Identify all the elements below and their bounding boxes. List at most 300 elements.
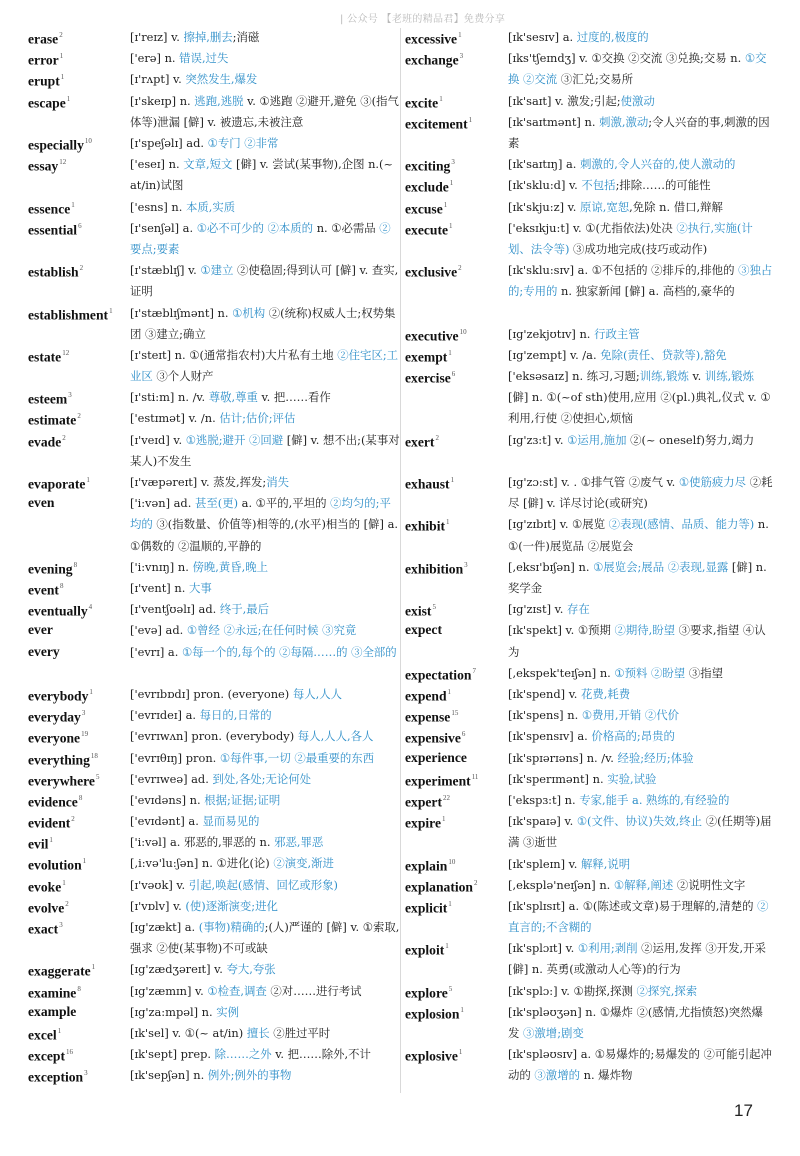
definition xyxy=(508,981,773,1002)
frequency-count: 3 xyxy=(81,709,86,718)
entry-everything xyxy=(28,748,400,769)
definition-text: [ɪ'senʃəl] a. xyxy=(130,220,197,235)
definition xyxy=(508,620,773,662)
entry-exchange xyxy=(405,48,773,90)
definition-text: ['evrɪwʌn] pron. (everybody) xyxy=(130,729,298,744)
frequency-count: 2 xyxy=(435,433,439,442)
definition-text: [ɪk'saɪtmənt] n. xyxy=(508,114,600,129)
entry-exclusive xyxy=(405,260,773,324)
frequency-count: 1 xyxy=(442,815,446,824)
definition-text: ['evrɪbɒdɪ] pron. (everyone) xyxy=(130,686,293,701)
headword: estate$^{12}$ xyxy=(28,348,70,365)
definition-highlight: ①专门 ②非常 xyxy=(207,135,279,150)
entry-excitement xyxy=(405,112,773,154)
definition-highlight: ②要点;要素 xyxy=(130,220,391,256)
entry-explosive xyxy=(405,1044,773,1086)
frequency-count: 1 xyxy=(468,115,473,124)
definition xyxy=(130,748,400,769)
entry-erupt xyxy=(28,69,400,90)
definition-text: [ɪ'steɪt] n. ①(通常指农村)大片私有土地 xyxy=(130,347,338,362)
definition-text: [ɪk'spləʊʒən] n. ①爆炸 ②(感情,尤指愤怒)突然爆发 xyxy=(508,1004,763,1041)
definition xyxy=(130,705,400,726)
headword: exception$^3$ xyxy=(28,1069,88,1085)
definition-highlight: ②均匀的;平均的 xyxy=(130,496,391,532)
entry-execute xyxy=(405,218,773,260)
headword: exhibit$^1$ xyxy=(405,518,450,534)
definition-highlight: 除……之外 xyxy=(214,1047,272,1062)
definition-highlight: 免除(责任、贷款等),豁免 xyxy=(600,347,727,362)
definition-highlight: 突然发生,爆发 xyxy=(185,72,258,87)
definition-text: [ɪk'spens] n. xyxy=(508,708,582,723)
definition-highlight: (使)逐渐演变;进化 xyxy=(185,898,278,913)
definition-text: [ɪg'zɪbɪt] v. ①展览 xyxy=(508,517,609,532)
definition-highlight: ①建立 xyxy=(200,263,234,278)
definition xyxy=(130,790,400,811)
definition-text: [ɪ'sti:m] n. /v. xyxy=(130,390,209,405)
definition-highlight: 专家,能手 a. 熟练的,有经验的 xyxy=(579,792,730,807)
definition-text: [ɪk'splɪsɪt] a. ①(陈述或文章)易于理解的,清楚的 xyxy=(508,898,758,913)
headword: evolution$^1$ xyxy=(28,857,87,873)
headword: exaggerate$^1$ xyxy=(28,963,96,979)
headword: everybody$^1$ xyxy=(28,687,93,704)
definition xyxy=(130,48,400,69)
definition-text: ②使稳固;得到认可 [僻] v. 查实,证明 xyxy=(130,263,399,299)
definition-text: [ɪk'spɪərɪəns] n. /v. xyxy=(508,750,618,765)
definition-text: ['i:vəl] a. 邪恶的,罪恶的 n. xyxy=(130,835,275,850)
definition xyxy=(508,557,773,599)
definition-text: ['esns] n. xyxy=(130,199,186,214)
entry-especially xyxy=(28,133,400,154)
entry-expire xyxy=(405,811,773,853)
entry-everywhere xyxy=(28,769,400,790)
frequency-count: 2 xyxy=(59,31,63,39)
definition xyxy=(508,112,773,154)
frequency-count: 1 xyxy=(60,73,65,82)
definition-text: ;消磁 xyxy=(232,30,260,44)
definition-highlight: 训练,锻炼 xyxy=(639,369,689,384)
frequency-count: 19 xyxy=(81,730,89,739)
definition-text: [ɪk'sept] prep. xyxy=(130,1047,215,1062)
entry-expectation xyxy=(405,663,773,684)
definition-text: v. 把……看作 xyxy=(257,390,331,405)
entry-excel xyxy=(28,1023,400,1044)
definition-text: [僻] n. ①(~of sth)使用,应用 ②(pl.)典礼,仪式 v. ①利用,行使 ②使担心,烦恼 xyxy=(508,390,771,426)
headword: exercise$^6$ xyxy=(405,370,456,386)
definition-text: ['i:vən] ad. xyxy=(130,496,195,511)
definition-highlight: ③激增的 xyxy=(534,1068,580,1083)
definition-highlight: ②演变,渐进 xyxy=(273,856,334,871)
definition-highlight: ②直言的;不含糊的 xyxy=(508,898,769,935)
definition-highlight: 原谅,宽恕 xyxy=(579,199,630,214)
definition-highlight: 价格高的;昂贵的 xyxy=(591,729,675,744)
headword: experiment$^{11}$ xyxy=(405,772,479,789)
entry-exempt xyxy=(405,345,773,366)
entry-eventually xyxy=(28,599,400,620)
definition-highlight: ①(文件、协议)失效,终止 xyxy=(576,814,703,829)
entry-evolve xyxy=(28,896,400,917)
definition xyxy=(130,218,400,260)
definition xyxy=(130,493,400,557)
entry-estate xyxy=(28,345,400,387)
entry-explosion xyxy=(405,1002,773,1044)
definition-text: ②耗尽 [僻] v. 详尽讨论(或研究) xyxy=(508,475,773,511)
entry-exciting xyxy=(405,154,773,175)
headword: essence$^1$ xyxy=(28,200,75,217)
frequency-count: 6 xyxy=(78,221,82,230)
definition-text: ['eksɪkju:t] v. ①(尤指依法)处决 xyxy=(508,220,677,235)
definition-text: [ɪ'vent] n. xyxy=(130,581,189,596)
headword: establish$^2$ xyxy=(28,264,84,280)
headword: explore$^5$ xyxy=(405,984,453,1001)
entry-evade xyxy=(28,430,400,472)
frequency-count: 1 xyxy=(62,878,66,887)
definition-text: [ɪk'sesɪv] a. xyxy=(508,30,577,44)
definition-text: n. 独家新闻 [僻] a. 高档的,豪华的 xyxy=(557,284,735,299)
frequency-count: 5 xyxy=(95,772,100,781)
definition-highlight: 夸大,夸张 xyxy=(226,962,276,977)
entry-exercise xyxy=(405,366,773,430)
definition-highlight: 本质,实质 xyxy=(186,199,236,214)
definition xyxy=(130,917,400,959)
definition-text: ③指望 xyxy=(685,665,723,680)
frequency-count: 1 xyxy=(449,221,453,230)
entry-evaporate xyxy=(28,472,400,493)
definition-highlight: 经验;经历;体验 xyxy=(617,750,694,765)
right-column xyxy=(405,27,773,1087)
headword: expend$^1$ xyxy=(405,688,452,704)
definition xyxy=(508,91,773,112)
definition-highlight: 逃跑,逃脱 xyxy=(194,93,244,108)
definition-text: [僻] n. 奖学金 xyxy=(508,559,767,596)
definition-highlight: 解释,说明 xyxy=(581,856,631,871)
definition-text: [ɪk'splɔɪt] v. xyxy=(508,941,578,956)
definition-text: ③个人财产 xyxy=(152,369,214,384)
headword: explicit$^1$ xyxy=(405,899,452,916)
definition-highlight: 估计;估价;评估 xyxy=(219,411,296,426)
column-divider xyxy=(400,28,401,1093)
definition-highlight: 不包括 xyxy=(581,178,616,193)
definition-highlight: ②执行,实施(计划、法令等) xyxy=(508,220,753,256)
frequency-count: 10 xyxy=(459,327,467,336)
definition-highlight: 每日的,日常的 xyxy=(199,708,272,723)
definition-text: [ɪg'zæmɪn] v. xyxy=(130,983,208,998)
definition-highlight: ①使筋疲力尽 xyxy=(678,475,747,490)
definition xyxy=(130,1065,400,1086)
definition xyxy=(130,620,400,641)
headword: exert$^2$ xyxy=(405,433,439,450)
headword: establishment$^1$ xyxy=(28,306,113,323)
frequency-count: 1 xyxy=(439,94,443,103)
frequency-count: 3 xyxy=(459,52,464,61)
definition xyxy=(130,197,400,218)
entry-everybody xyxy=(28,684,400,705)
frequency-count: 8 xyxy=(78,793,83,802)
definition-text: [ɪ'væpəreɪt] v. 蒸发,挥发; xyxy=(130,475,267,490)
definition-text: [,eksɪ'bɪʃən] n. xyxy=(508,559,594,574)
headword: explanation$^2$ xyxy=(405,878,478,895)
definition-highlight: ①逃脱;避开 ②回避 xyxy=(185,432,284,447)
definition-text: [ɪ'vəʊk] v. xyxy=(130,877,189,892)
definition xyxy=(130,91,400,133)
frequency-count: 1 xyxy=(86,476,90,485)
frequency-count: 6 xyxy=(451,370,456,379)
definition-highlight: 擦掉,删去 xyxy=(183,30,233,44)
headword: explosion$^1$ xyxy=(405,1005,464,1022)
definition xyxy=(130,1044,400,1065)
definition-text: [ɪk'sperɪmənt] n. xyxy=(508,771,608,786)
definition-text: [ɪk'spend] v. xyxy=(508,687,582,701)
headword: excessive$^1$ xyxy=(405,31,462,47)
headword: exploit$^1$ xyxy=(405,942,449,958)
definition-text: [ɪ'ventʃʊəlɪ] ad. xyxy=(130,602,220,617)
frequency-count: 1 xyxy=(71,200,75,209)
definition xyxy=(508,48,773,90)
headword: exciting$^3$ xyxy=(405,158,455,174)
frequency-count: 1 xyxy=(445,942,449,951)
definition-highlight: ②表现(感情、品质、能力等) xyxy=(608,517,755,532)
definition-text: [ɪ'stæblɪʃ] v. xyxy=(130,263,201,278)
definition-text: [ɪ'vɒlv] v. xyxy=(130,898,186,913)
definition-text: v. xyxy=(688,369,705,384)
definition xyxy=(508,154,773,175)
frequency-count: 12 xyxy=(62,348,70,357)
definition xyxy=(130,303,400,345)
definition-text: [ɪ'stæblɪʃmənt] n. xyxy=(130,305,233,320)
headword: error$^1$ xyxy=(28,52,64,68)
definition-highlight: 傍晚,黄昏,晚上 xyxy=(192,559,269,574)
entry-exclude xyxy=(405,175,773,196)
frequency-count: 1 xyxy=(66,94,71,103)
definition-highlight: 错误,过失 xyxy=(179,51,229,66)
definition-highlight: 每人,人人,各人 xyxy=(297,729,374,744)
definition-highlight: 实验,试验 xyxy=(607,771,657,786)
definition-highlight: ①预料 ②盼望 xyxy=(614,665,686,680)
definition xyxy=(130,260,400,302)
headword: exhibition$^3$ xyxy=(405,560,468,577)
headword: explain$^{10}$ xyxy=(405,857,456,874)
definition xyxy=(508,663,773,684)
headword: examine$^8$ xyxy=(28,984,81,1001)
frequency-count: 8 xyxy=(59,582,64,591)
definition-highlight: 过度的,极度的 xyxy=(576,30,649,44)
definition-highlight: (事物)精确的 xyxy=(198,920,265,935)
entry-evil xyxy=(28,832,400,853)
frequency-count: 2 xyxy=(62,433,66,442)
definition-highlight: 显而易见的 xyxy=(202,814,260,829)
headword: excite$^1$ xyxy=(405,94,443,111)
definition xyxy=(130,430,400,472)
definition-text: [ɪk'saɪtɪŋ] a. xyxy=(508,157,581,172)
frequency-count: 3 xyxy=(84,1069,88,1078)
definition-text: ③汇兑;交易所 xyxy=(557,72,633,87)
frequency-count: 2 xyxy=(65,899,69,908)
definition xyxy=(508,1002,773,1044)
definition xyxy=(508,430,773,451)
definition xyxy=(130,853,400,874)
entry-error xyxy=(28,48,400,69)
headword: expectation$^7$ xyxy=(405,666,476,683)
definition xyxy=(508,366,773,430)
definition xyxy=(508,599,773,620)
definition xyxy=(130,408,400,429)
entry-evening xyxy=(28,557,400,578)
definition xyxy=(508,875,773,896)
frequency-count: 11 xyxy=(471,772,479,781)
definition-text: [ɪk'sklu:d] v. xyxy=(508,178,582,193)
definition-highlight: 花费,耗费 xyxy=(581,687,631,701)
frequency-count: 7 xyxy=(472,666,476,675)
headword: erase$^2$ xyxy=(28,31,63,47)
headword: exclude$^1$ xyxy=(405,179,454,195)
definition-highlight: ①展览会;展品 ②表现,显露 xyxy=(593,559,729,574)
definition-text: ②说明性文字 xyxy=(673,877,746,892)
definition xyxy=(130,578,400,599)
definition-text: ②胜过平时 xyxy=(269,1025,331,1040)
definition-highlight: ①运用,施加 xyxy=(567,432,627,447)
headword: esteem$^3$ xyxy=(28,391,72,407)
entry-exert xyxy=(405,430,773,472)
definition xyxy=(508,769,773,790)
definition xyxy=(130,1023,400,1044)
definition xyxy=(508,1044,773,1086)
frequency-count: 3 xyxy=(68,391,72,400)
definition-text: [ɪk'skju:z] v. xyxy=(508,199,580,214)
headword: evaporate$^1$ xyxy=(28,476,90,492)
headword: everyday$^3$ xyxy=(28,709,86,725)
definition-highlight: ①机构 xyxy=(232,305,266,320)
definition-text: ['estɪmət] v. /n. xyxy=(130,411,220,426)
frequency-count: 15 xyxy=(451,709,459,718)
definition-text: v. ①逃跑 ②避开,避免 ③(指气体等)泄漏 [僻] v. 被遗忘,未被注意 xyxy=(130,93,399,129)
definition-text: a. ①平的,平坦的 xyxy=(238,496,331,511)
watermark: | 公众号 【老班的精品君】免费分享 xyxy=(340,14,506,25)
headword: explosive$^1$ xyxy=(405,1048,463,1064)
definition xyxy=(508,790,773,811)
definition-text: n. ①(一件)展览品 ②展览会 xyxy=(508,517,769,553)
definition-text: [ɪg'zekjʊtɪv] n. xyxy=(508,326,595,341)
definition xyxy=(130,599,400,620)
entry-expend xyxy=(405,684,773,705)
definition-highlight: 使激动 xyxy=(620,93,655,108)
headword: expense$^{15}$ xyxy=(405,709,459,725)
entry-event xyxy=(28,578,400,599)
definition xyxy=(130,811,400,832)
entry-evidence xyxy=(28,790,400,811)
entry-exploit xyxy=(405,938,773,980)
definition-highlight: 大事 xyxy=(188,581,212,596)
headword: exchange$^3$ xyxy=(405,52,464,68)
frequency-count: 5 xyxy=(448,984,453,993)
headword: execute$^1$ xyxy=(405,221,453,238)
definition-highlight: 甚至(更) xyxy=(194,496,239,511)
definition-text: ['evə] ad. xyxy=(130,623,187,638)
definition xyxy=(508,175,773,196)
definition-text: ['i:vnɪŋ] n. xyxy=(130,559,193,574)
definition-highlight: 刺激的,令人兴奋的,使人激动的 xyxy=(580,157,736,172)
frequency-count: 1 xyxy=(109,306,113,315)
definition-text: [ɪ'speʃəlɪ] ad. xyxy=(130,135,208,150)
definition-text: n. 爆炸物 xyxy=(579,1068,633,1083)
definition-highlight: ①每件事,一切 ②最重要的东西 xyxy=(219,750,375,765)
definition-highlight: 行政主管 xyxy=(594,326,640,341)
definition-highlight: ①交换 ②交流 xyxy=(508,51,767,87)
headword: everything$^{18}$ xyxy=(28,751,98,768)
definition-text: ②(~ oneself)努力,竭力 xyxy=(626,432,755,447)
definition xyxy=(130,832,400,853)
entry-exhaust xyxy=(405,472,773,514)
definition xyxy=(130,981,400,1002)
definition xyxy=(130,387,400,408)
entry-exhibit xyxy=(405,514,773,556)
frequency-count: 5 xyxy=(432,603,436,612)
headword: everywhere$^5$ xyxy=(28,772,100,789)
headword: exempt$^1$ xyxy=(405,348,452,365)
definition xyxy=(508,854,773,875)
definition-highlight: 消失 xyxy=(266,475,290,490)
definition-text: [ɪg'za:mpəl] n. xyxy=(130,1004,217,1019)
frequency-count: 4 xyxy=(88,603,93,612)
definition-highlight: 存在 xyxy=(566,602,590,617)
definition xyxy=(508,726,773,747)
definition-highlight: ①曾经 ②永远;在任何时候 ③究竟 xyxy=(186,623,357,638)
definition-text: [ɪg'zɔ:st] v. . ①排气管 ②废气 v. xyxy=(508,475,679,490)
entry-expect xyxy=(405,620,773,662)
definition-text: [,eksplə'neɪʃən] n. xyxy=(508,877,614,892)
definition-highlight: ①利用;剥削 xyxy=(577,941,638,956)
definition xyxy=(130,959,400,980)
definition xyxy=(130,69,400,90)
headword: expert$^{22}$ xyxy=(405,793,450,810)
headword: evolve$^2$ xyxy=(28,899,69,916)
definition-text: [ɪ'skeɪp] n. xyxy=(130,93,195,108)
definition-text: ;排除……的可能性 xyxy=(615,178,711,193)
definition-text: ['evrɪweə] ad. xyxy=(130,771,213,786)
entry-exception xyxy=(28,1065,400,1086)
headword: erupt$^1$ xyxy=(28,73,65,89)
frequency-count: 1 xyxy=(450,476,455,485)
entry-explain xyxy=(405,854,773,875)
definition-highlight: 训练,锻炼 xyxy=(704,369,755,384)
entry-escape xyxy=(28,91,400,133)
definition-highlight: ①检查,调查 xyxy=(207,983,267,998)
definition-text: ②(统称)权威人士;权势集团 ③建立;确立 xyxy=(130,305,396,341)
definition-highlight: 刺激,激动 xyxy=(599,114,649,129)
definition-text: [ɪks'tʃeɪndʒ] v. ①交换 ②交流 ③兑换;交易 n. xyxy=(508,51,745,66)
frequency-count: 2 xyxy=(473,878,478,887)
definition-highlight: ③激增;剧变 xyxy=(523,1026,584,1041)
headword: executive$^{10}$ xyxy=(405,327,467,344)
entry-excite xyxy=(405,91,773,112)
left-column xyxy=(28,27,400,1087)
definition-text: ③(指数量、价值等)相等的,(水平)相当的 [僻] a. ①偶数的 ②温顺的,平静的 xyxy=(130,517,398,553)
frequency-count: 3 xyxy=(59,921,63,930)
entry-exist xyxy=(405,599,773,620)
definition-text: [,ekspek'teɪʃən] n. xyxy=(508,665,615,680)
frequency-count: 3 xyxy=(451,158,455,167)
frequency-count: 1 xyxy=(57,1026,62,1035)
frequency-count: 1 xyxy=(447,688,452,696)
definition-text: [ɪ'veɪd] v. xyxy=(130,432,186,447)
frequency-count: 18 xyxy=(90,751,98,760)
definition xyxy=(130,472,400,493)
headword: excitement$^1$ xyxy=(405,115,473,132)
frequency-count: 1 xyxy=(59,52,64,61)
entry-establishment xyxy=(28,303,400,345)
entry-explicit xyxy=(405,896,773,938)
frequency-count: 1 xyxy=(443,200,448,209)
entry-executive xyxy=(405,324,773,345)
headword: event$^8$ xyxy=(28,582,64,598)
